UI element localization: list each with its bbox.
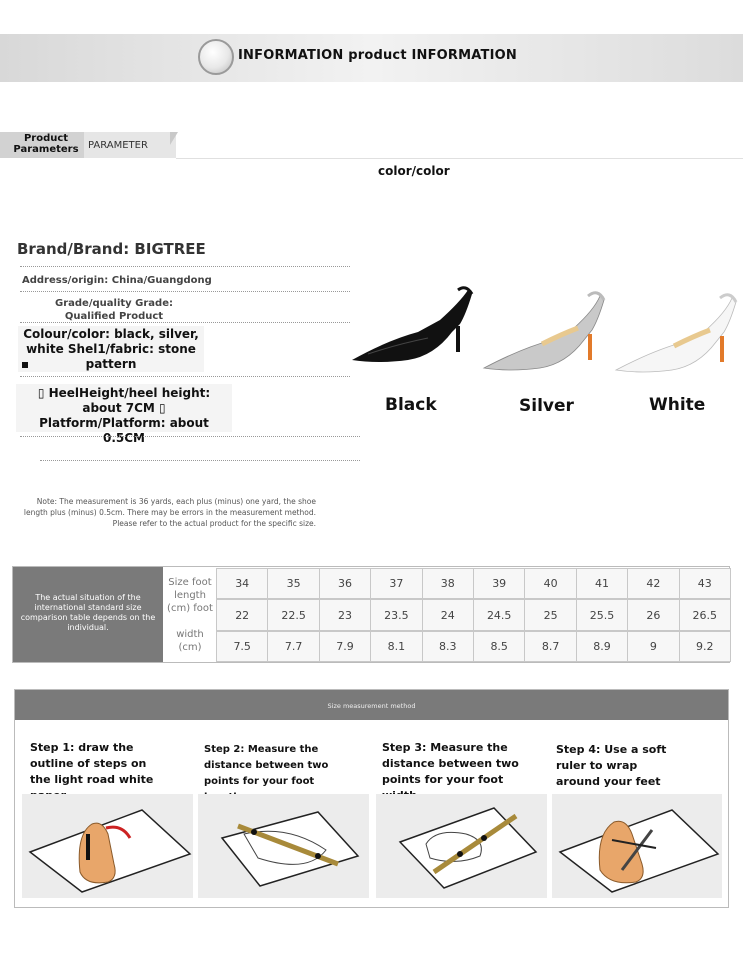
size-cell-width-2: 7.9 bbox=[319, 631, 371, 662]
size-table-side-text: The actual situation of the international standard size comparison table depends on the individual. bbox=[20, 593, 156, 632]
size-cell-width-6: 8.7 bbox=[524, 631, 576, 662]
row-label-length: (cm) foot bbox=[167, 603, 213, 614]
dotted-divider bbox=[40, 460, 360, 461]
size-cell-sizes-8: 42 bbox=[627, 568, 679, 599]
size-cell-length-7: 25.5 bbox=[576, 599, 628, 631]
size-cell-sizes-4: 38 bbox=[422, 568, 474, 599]
size-cell-length-9: 26.5 bbox=[679, 599, 731, 631]
row-label-size: Size foot length bbox=[168, 577, 212, 601]
size-cell-sizes-0: 34 bbox=[216, 568, 268, 599]
size-cell-length-3: 23.5 bbox=[370, 599, 422, 631]
heel-text: ▯ HeelHeight/heel height: about 7CM ▯ Platform/Platform: about 0.5CM bbox=[37, 386, 211, 445]
measurement-note: Note: The measurement is 36 yards, each plus (minus) one yard, the shoe length plus (minus) 0.5cm. There may be errors in the measurement method. Please refer to the actual product for the specific size. bbox=[23, 497, 316, 528]
size-cell-width-3: 8.1 bbox=[370, 631, 422, 662]
size-cell-sizes-3: 37 bbox=[370, 568, 422, 599]
size-cell-length-2: 23 bbox=[319, 599, 371, 631]
size-cell-width-4: 8.3 bbox=[422, 631, 474, 662]
size-cell-sizes-2: 36 bbox=[319, 568, 371, 599]
params-tab-sublabel: PARAMETER bbox=[88, 140, 148, 151]
banner-circle-icon bbox=[198, 39, 234, 75]
size-cell-length-5: 24.5 bbox=[473, 599, 525, 631]
size-cell-sizes-9: 43 bbox=[679, 568, 731, 599]
size-cell-length-4: 24 bbox=[422, 599, 474, 631]
size-cell-sizes-5: 39 bbox=[473, 568, 525, 599]
shoe-black-image bbox=[348, 280, 478, 370]
measure-title: Size measurement method bbox=[327, 702, 416, 710]
dotted-divider bbox=[20, 322, 350, 323]
shoe-name-black: Black bbox=[385, 395, 437, 415]
color-heading: color/color bbox=[378, 164, 450, 178]
dotted-divider bbox=[20, 266, 350, 267]
shoe-name-white: White bbox=[649, 395, 706, 415]
colour-text: Colour/color: black, silver, white Shel1/fabric: stone pattern bbox=[23, 327, 199, 371]
step-1-text: Step 1: draw the outline of steps on the light road white bbox=[30, 741, 154, 786]
shoe-silver-image bbox=[482, 284, 612, 374]
page-title: INFORMATION product INFORMATION bbox=[238, 48, 517, 63]
size-cell-length-8: 26 bbox=[627, 599, 679, 631]
shoe-white-image bbox=[614, 286, 743, 376]
divider bbox=[176, 158, 743, 159]
size-cell-sizes-1: 35 bbox=[267, 568, 319, 599]
size-cell-width-1: 7.7 bbox=[267, 631, 319, 662]
grade-text: Grade/quality Grade: Qualified Product bbox=[55, 298, 173, 322]
tab-corner bbox=[170, 132, 178, 145]
dotted-divider bbox=[20, 291, 350, 292]
size-cell-width-0: 7.5 bbox=[216, 631, 268, 662]
bullet-icon bbox=[22, 362, 28, 368]
dotted-divider bbox=[20, 376, 350, 377]
step-2-illustration bbox=[198, 794, 369, 898]
step-3-text: Step 3: Measure the distance between two points for your foot bbox=[382, 741, 519, 786]
step-1-illustration bbox=[22, 794, 193, 898]
step-4-text: Step 4: Use a soft ruler to wrap around your feet bbox=[556, 743, 667, 788]
params-tab-label: Product Parameters bbox=[13, 133, 79, 155]
shoe-name-silver: Silver bbox=[519, 396, 574, 416]
size-cell-length-1: 22.5 bbox=[267, 599, 319, 631]
step-4-illustration bbox=[552, 794, 722, 898]
row-label-width: width (cm) bbox=[176, 629, 204, 653]
brand-text: Brand/Brand: BIGTREE bbox=[17, 240, 206, 258]
size-cell-width-5: 8.5 bbox=[473, 631, 525, 662]
address-text: Address/origin: China/Guangdong bbox=[22, 275, 212, 286]
size-cell-sizes-7: 41 bbox=[576, 568, 628, 599]
size-cell-length-6: 25 bbox=[524, 599, 576, 631]
size-cell-sizes-6: 40 bbox=[524, 568, 576, 599]
dotted-divider bbox=[20, 436, 360, 437]
size-cell-width-8: 9 bbox=[627, 631, 679, 662]
step-3-illustration bbox=[376, 794, 547, 898]
size-cell-width-9: 9.2 bbox=[679, 631, 731, 662]
size-cell-width-7: 8.9 bbox=[576, 631, 628, 662]
size-cell-length-0: 22 bbox=[216, 599, 268, 631]
step-2-text: Step 2: Measure the distance between two points for your foot bbox=[204, 744, 329, 787]
